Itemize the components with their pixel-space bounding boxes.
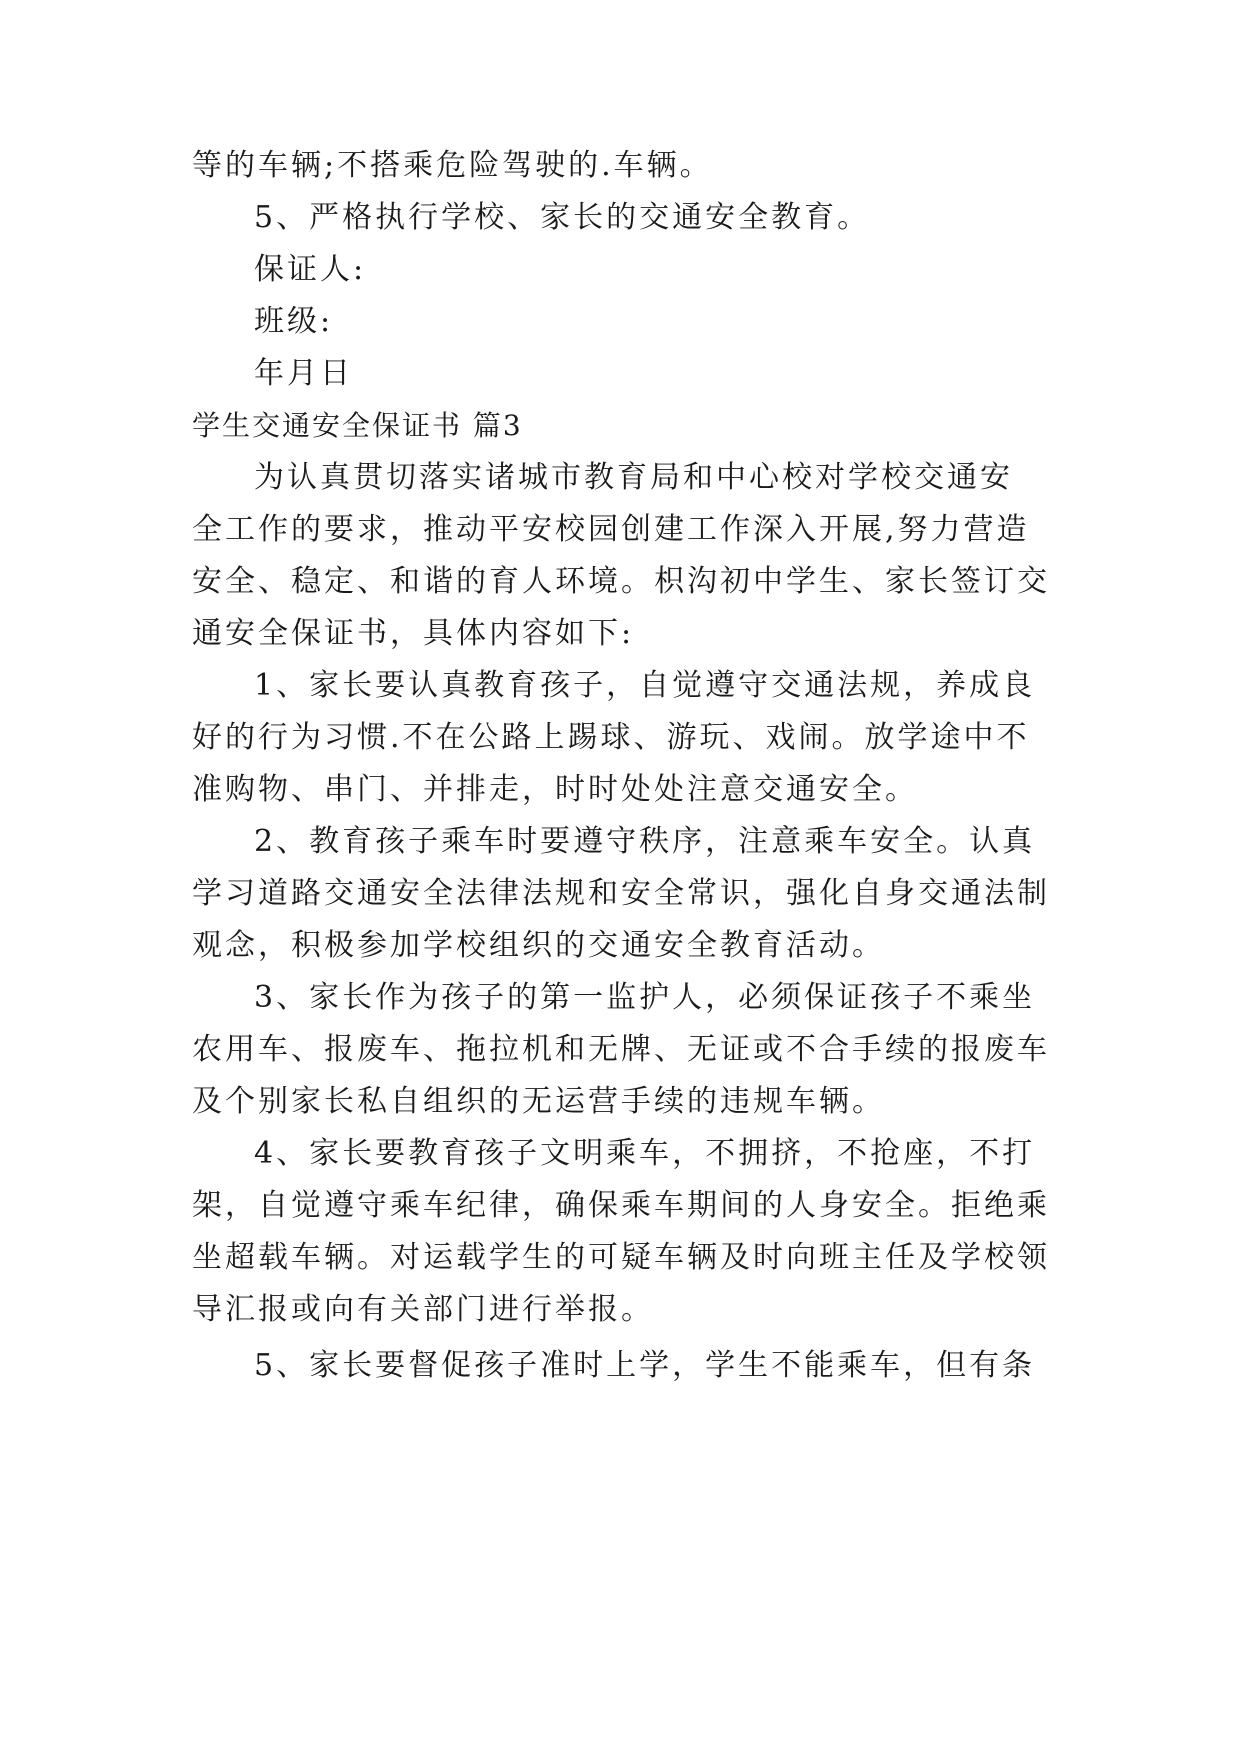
body-text-line: 4、家长要教育孩子文明乘车，不拥挤，不抢座，不打 xyxy=(254,1136,1036,1171)
body-text-line: 准购物、串门、并排走，时时处处注意交通安全。 xyxy=(192,772,918,807)
body-text-line: 1、家长要认真教育孩子，自觉遵守交通法规，养成良 xyxy=(254,668,1036,703)
body-text-line: 等的车辆;不搭乘危险驾驶的.车辆。 xyxy=(192,148,713,183)
signature-label-guarantor: 保证人: xyxy=(254,252,367,287)
body-text-line: 好的行为习惯.不在公路上踢球、游玩、戏闹。放学途中不 xyxy=(192,720,1030,755)
body-text-line: 学习道路交通安全法律法规和安全常识，强化自身交通法制 xyxy=(192,876,1050,911)
body-text-line: 安全、稳定、和谐的育人环境。枳沟初中学生、家长签订交 xyxy=(192,564,1050,599)
body-text-line: 观念，积极参加学校组织的交通安全教育活动。 xyxy=(192,928,885,963)
signature-label-class: 班级: xyxy=(254,304,334,339)
body-text-line: 5、家长要督促孩子准时上学，学生不能乘车，但有条 xyxy=(254,1348,1036,1383)
body-text-line: 及个别家长私自组织的无运营手续的违规车辆。 xyxy=(192,1084,885,1119)
body-text-line: 通安全保证书，具体内容如下: xyxy=(192,616,635,651)
body-text-line: 架，自觉遵守乘车纪律，确保乘车期间的人身安全。拒绝乘 xyxy=(192,1188,1050,1223)
body-text-line: 导汇报或向有关部门进行举报。 xyxy=(192,1292,654,1327)
body-text-line: 3、家长作为孩子的第一监护人，必须保证孩子不乘坐 xyxy=(254,980,1036,1015)
body-text-line: 全工作的要求，推动平安校园创建工作深入开展,努力营造 xyxy=(192,512,1030,547)
body-text-line: 5、严格执行学校、家长的交通安全教育。 xyxy=(254,200,871,235)
body-text-line: 为认真贯切落实诸城市教育局和中心校对学校交通安 xyxy=(254,460,1013,495)
signature-label-date: 年月日 xyxy=(254,356,353,391)
body-text-line: 2、教育孩子乘车时要遵守秩序，注意乘车安全。认真 xyxy=(254,824,1036,859)
body-text-line: 农用车、报废车、拖拉机和无牌、无证或不合手续的报废车 xyxy=(192,1032,1050,1067)
body-text-line: 坐超载车辆。对运载学生的可疑车辆及时向班主任及学校领 xyxy=(192,1240,1050,1275)
section-heading: 学生交通安全保证书 篇3 xyxy=(192,409,523,442)
